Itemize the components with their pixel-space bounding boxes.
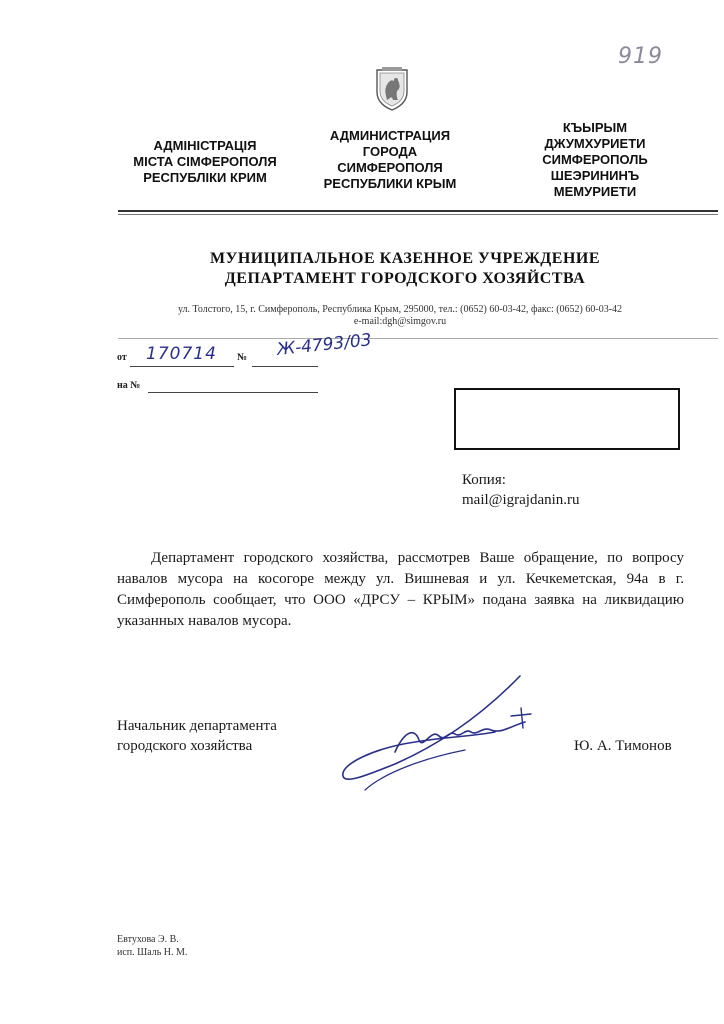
- copy-email: mail@igrajdanin.ru: [462, 492, 580, 508]
- institution-address: ул. Толстого, 15, г. Симферополь, Республика Крым, 295000, тел.: (0652) 60-03-42, факс: (0652) 60-03-42 e-mail:dgh@simgov.ru: [177, 304, 623, 327]
- reply-label: на №: [117, 380, 141, 391]
- executor-info: Евтухова Э. В. исп. Шаль Н. М.: [117, 934, 188, 958]
- reply-underline: [148, 392, 318, 393]
- institution-title: МУНИЦИПАЛЬНОЕ КАЗЕННОЕ УЧРЕЖДЕНИЕ ДЕПАРТАМЕНТ ГОРОДСКОГО ХОЗЯЙСТВА: [209, 250, 601, 287]
- header-left-ukrainian: АДМІНІСТРАЦІЯ МІСТА СІМФЕРОПОЛЯ РЕСПУБЛІКИ КРИМ: [133, 138, 277, 185]
- handwritten-page-number: 919: [618, 44, 663, 69]
- from-date-value: 170714: [146, 344, 217, 364]
- from-label: от: [117, 352, 127, 363]
- number-underline: [252, 366, 318, 367]
- signatory-name: Ю. А. Тимонов: [574, 738, 672, 754]
- header-divider: [118, 210, 718, 212]
- header-divider-thin: [118, 214, 718, 215]
- address-divider: [118, 338, 718, 339]
- header-center-russian: АДМИНИСТРАЦИЯ ГОРОДА СИМФЕРОПОЛЯ РЕСПУБЛИКИ КРЫМ: [323, 128, 457, 191]
- coat-of-arms-icon: [374, 66, 410, 112]
- header-right-crimean-tatar: КЪЫРЫМ ДЖУМХУРИЕТИ СИМФЕРОПОЛЬ ШЕЭРИНИНЪ МЕМУРИЕТИ: [542, 120, 648, 199]
- document-number-value: Ж-4793/03: [275, 330, 373, 360]
- redacted-addressee-box: [454, 388, 680, 450]
- letter-body: Департамент городского хозяйства, рассмотрев Ваше обращение, по вопросу навалов мусора на косогоре между ул. Вишневая и ул. Кечкеметская, 94а в г. Симферополь сообщает, что ООО «ДРСУ – КРЫМ» подана заявка на ликвидацию указанных навалов мусора.: [117, 550, 684, 629]
- from-underline: [130, 366, 234, 367]
- number-label: №: [237, 352, 248, 363]
- signatory-position: Начальник департамента городского хозяйства: [117, 718, 277, 754]
- handwritten-signature-icon: [335, 672, 550, 794]
- copy-block: Копия: mail@igrajdanin.ru: [462, 472, 580, 508]
